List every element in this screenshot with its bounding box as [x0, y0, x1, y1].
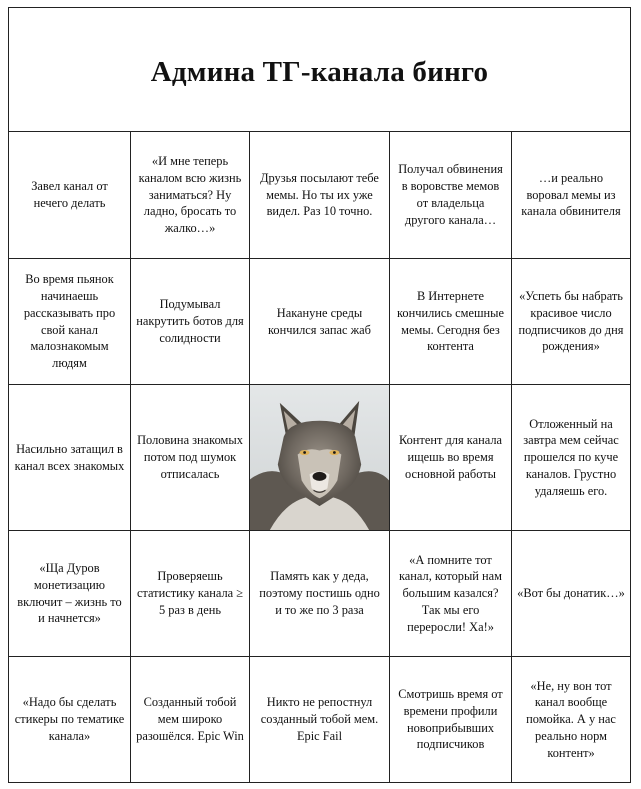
- bingo-cell: Завел канал от нечего делать: [9, 132, 131, 259]
- bingo-cell: Смотришь время от времени профили новоприбывших подписчиков: [390, 657, 512, 782]
- bingo-cell: Созданный тобой мем широко разошёлся. Epic Win: [131, 657, 250, 782]
- bingo-cell: Друзья посылают тебе мемы. Но ты их уже видел. Раз 10 точно.: [250, 132, 390, 259]
- bingo-cell: Получал обвинения в воровстве мемов от владельца другого канала…: [390, 132, 512, 259]
- bingo-cell: «Надо бы сделать стикеры по тематике канала»: [9, 657, 131, 782]
- bingo-cell: Никто не репостнул созданный тобой мем. Epic Fail: [250, 657, 390, 782]
- bingo-cell: Половина знакомых потом под шумок отписалась: [131, 385, 250, 531]
- bingo-cell: Контент для канала ищешь во время основной работы: [390, 385, 512, 531]
- bingo-cell: Отложенный на завтра мем сейчас прошелся по куче каналов. Грустно удаляешь его.: [512, 385, 630, 531]
- bingo-cell: «И мне теперь каналом всю жизнь заниматься? Ну ладно, бросать то жалко…»: [131, 132, 250, 259]
- bingo-cell: Проверяешь статистику канала ≥ 5 раз в день: [131, 531, 250, 657]
- bingo-cell: Накануне среды кончился запас жаб: [250, 259, 390, 385]
- bingo-cell: Подумывал накрутить ботов для солидности: [131, 259, 250, 385]
- bingo-cell: Во время пьянок начинаешь рассказывать про свой канал малознакомым людям: [9, 259, 131, 385]
- wolf-photo-icon: [250, 385, 389, 530]
- bingo-cell: Насильно затащил в канал всех знакомых: [9, 385, 131, 531]
- bingo-card: [8, 7, 631, 783]
- bingo-title: Админа ТГ-канала бинго: [9, 8, 630, 132]
- bingo-cell: …и реально воровал мемы из канала обвинителя: [512, 132, 630, 259]
- bingo-cell: Память как у деда, поэтому постишь одно и то же по 3 раза: [250, 531, 390, 657]
- bingo-center-image-cell: [250, 385, 390, 531]
- bingo-cell: «Вот бы донатик…»: [512, 531, 630, 657]
- bingo-cell: «Не, ну вон тот канал вообще помойка. А у нас реально норм контент»: [526, 678, 616, 760]
- bingo-cell: В Интернете кончились смешные мемы. Сегодня без контента: [390, 259, 512, 385]
- bingo-cell: «А помните тот канал, который нам большим казался? Так мы его переросли! Ха!»: [390, 531, 512, 657]
- bingo-cell: «Ща Дуров монетизацию включит – жизнь то и начнется»: [9, 531, 131, 657]
- bingo-cell: «Успеть бы набрать красивое число подписчиков до дня рождения»: [512, 259, 630, 385]
- bingo-grid: [9, 132, 630, 782]
